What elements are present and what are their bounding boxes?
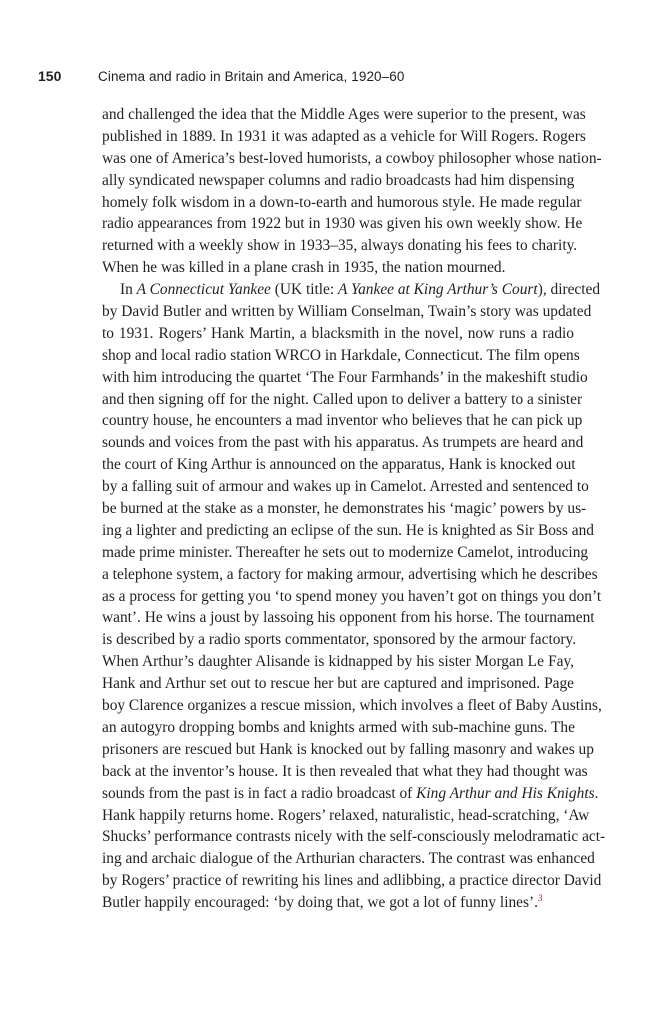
page-number: 150 (38, 68, 62, 84)
text-line (102, 739, 594, 761)
text-line (102, 520, 594, 542)
text-segment: ing and archaic dialogue of the Arthurian characters. The contrast was enhanced (102, 850, 595, 868)
text-line (102, 607, 595, 629)
text-line (102, 279, 601, 301)
text-segment: want’. He wins a joust by lassoing his opponent from his horse. The tournament (102, 609, 595, 627)
text-line (102, 761, 588, 783)
text-line (102, 892, 574, 914)
italic-title: King Arthur and His Knights (416, 784, 595, 802)
text-line (102, 410, 583, 432)
text-segment: Shucks’ performance contrasts nicely with the self-consciously melodramatic act- (102, 828, 606, 846)
text-segment: ), directed (537, 281, 601, 299)
text-segment: sounds and voices from the past with his apparatus. As trumpets are heard and (102, 434, 584, 452)
text-segment: (UK title: (270, 281, 338, 299)
text-segment: boy Clarence organizes a rescue mission, which involves a fleet of Baby Austins, (102, 697, 602, 715)
text-line (102, 826, 606, 848)
text-line (102, 432, 584, 454)
text-line (102, 454, 574, 476)
text-segment: homely folk wisdom in a down-to-earth and humorous style. He made regular (102, 193, 582, 211)
text-line (102, 542, 589, 564)
text-line (102, 629, 577, 651)
text-segment: made prime minister. Thereafter he sets out to modernize Camelot, introducing (102, 543, 589, 561)
text-line (102, 498, 587, 520)
text-line (102, 695, 602, 717)
text-segment: was one of America’s best-loved humorists, a cowboy philosopher whose nation- (102, 149, 602, 167)
text-line (102, 235, 578, 257)
text-segment: by David Butler and written by William Conselman, Twain’s story was updated (102, 303, 592, 321)
text-segment: to 1931. Rogers’ Hank Martin, a blacksmith in the novel, now runs a radio (102, 324, 574, 342)
text-segment: In (120, 281, 137, 299)
text-segment: as a process for getting you ‘to spend money you haven’t got on things you don’t (102, 587, 602, 605)
text-segment: When Arthur’s daughter Alisande is kidnapped by his sister Morgan Le Fay, (102, 653, 574, 671)
text-segment: Hank and Arthur set out to rescue her but are captured and imprisoned. Page (102, 675, 574, 693)
text-segment: be burned at the stake as a monster, he demonstrates his ‘magic’ powers by us- (102, 500, 587, 518)
text-line (102, 805, 590, 827)
footnote-marker[interactable]: 3 (537, 892, 543, 903)
text-line (102, 367, 588, 389)
text-line (102, 104, 586, 126)
text-line (102, 126, 586, 148)
text-line (102, 717, 574, 739)
text-line (102, 170, 574, 192)
text-line (102, 323, 574, 345)
text-segment: returned with a weekly show in 1933–35, always donating his fees to charity. (102, 237, 578, 255)
text-line (102, 651, 574, 673)
text-segment: ally syndicated newspaper columns and radio broadcasts had him dispensing (102, 171, 575, 189)
text-line (102, 213, 583, 235)
running-head (38, 66, 578, 86)
text-segment: When he was killed in a plane crash in 1935, the nation mourned. (102, 259, 506, 277)
text-segment: radio appearances from 1922 but in 1930 was given his own weekly show. He (102, 215, 583, 233)
text-segment: Hank happily returns home. Rogers’ relaxed, naturalistic, head-scratching, ‘Aw (102, 806, 590, 824)
italic-title: A Yankee at King Arthur’s Court (338, 281, 538, 299)
text-segment: is described by a radio sports commentator, sponsored by the armour factory. (102, 631, 577, 649)
text-segment: ing a lighter and predicting an eclipse of the sun. He is knighted as Sir Boss and (102, 521, 594, 539)
text-segment: and then signing off for the night. Called upon to deliver a battery to a sinister (102, 390, 583, 408)
text-line (102, 192, 582, 214)
text-line (102, 783, 599, 805)
text-line (102, 345, 580, 367)
text-segment: prisoners are rescued but Hank is knocked out by falling masonry and wakes up (102, 740, 594, 758)
text-line (102, 476, 589, 498)
text-segment: by Rogers’ practice of rewriting his lines and adlibbing, a practice director David (102, 872, 602, 890)
text-line (102, 848, 595, 870)
text-segment: published in 1889. In 1931 it was adapted as a vehicle for Will Rogers. Rogers (102, 127, 586, 145)
italic-title: A Connecticut Yankee (136, 281, 271, 299)
text-segment: and challenged the idea that the Middle Ages were superior to the present, was (102, 106, 586, 123)
text-line (102, 586, 602, 608)
text-segment: . (594, 784, 599, 802)
text-line (102, 301, 592, 323)
text-segment: country house, he encounters a mad inventor who believes that he can pick up (102, 412, 583, 430)
text-segment: the court of King Arthur is announced on the apparatus, Hank is knocked out (102, 456, 576, 474)
text-segment: by a falling suit of armour and wakes up in Camelot. Arrested and sentenced to (102, 478, 589, 496)
running-title: Cinema and radio in Britain and America, 1920–60 (98, 69, 405, 84)
body-text (102, 104, 606, 914)
text-segment: back at the inventor’s house. It is then revealed that what they had thought was (102, 762, 588, 780)
text-segment: shop and local radio station WRCO in Harkdale, Connecticut. The film opens (102, 346, 580, 364)
text-segment: sounds from the past is in fact a radio broadcast of (102, 784, 417, 802)
text-line (102, 564, 598, 586)
text-line (102, 148, 602, 170)
text-segment: with him introducing the quartet ‘The Four Farmhands’ in the makeshift studio (102, 368, 588, 386)
text-line (102, 389, 583, 411)
text-line (102, 870, 602, 892)
text-line (102, 673, 574, 695)
text-line (102, 257, 574, 279)
text-segment: a telephone system, a factory for making armour, advertising which he describes (102, 565, 598, 583)
text-segment: Butler happily encouraged: ‘by doing that, we got a lot of funny lines’. (102, 894, 538, 912)
text-segment: an autogyro dropping bombs and knights armed with sub-machine guns. The (102, 718, 575, 736)
